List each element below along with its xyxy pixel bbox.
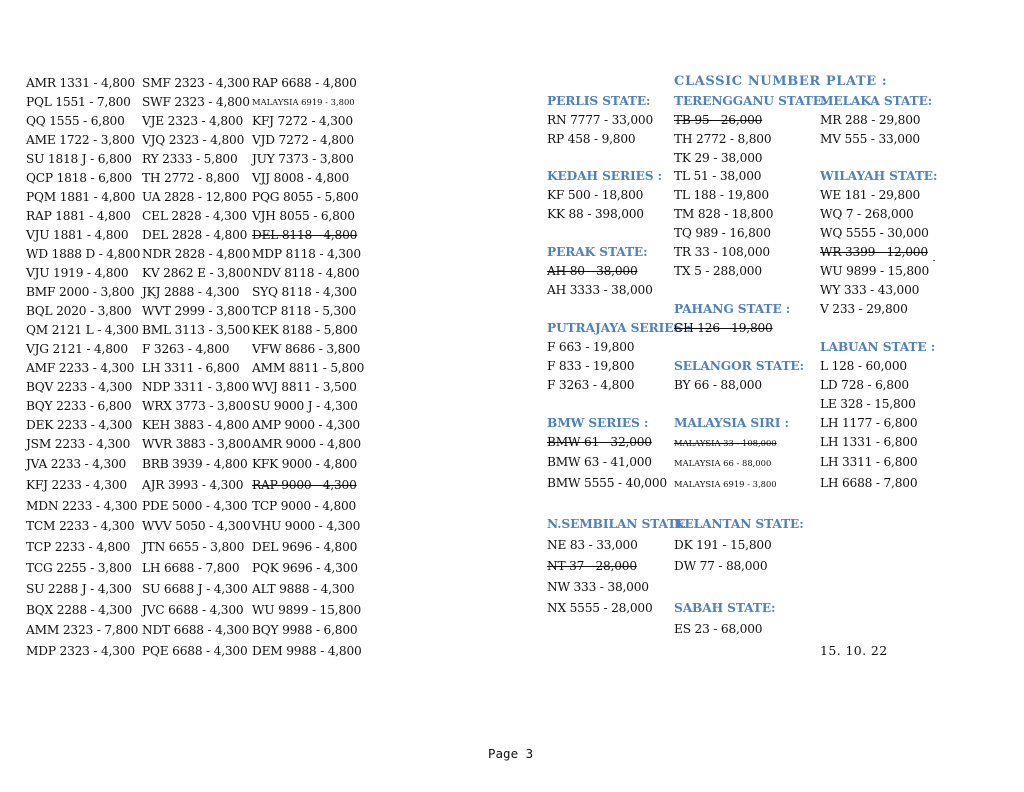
plate-item: MV 555 - 33,000 <box>820 132 920 146</box>
plate-price-row: SU 2288 J - 4,300 <box>26 581 132 596</box>
section-heading-wilayah: WILAYAH STATE: <box>820 169 938 183</box>
plate-price-row: F 3263 - 4,800 <box>142 342 230 356</box>
plate-item: RP 458 - 9,800 <box>547 132 636 146</box>
plate-price-row: DEL 2828 - 4,800 <box>142 228 248 242</box>
plate-item: F 3263 - 4,800 <box>547 378 635 392</box>
plate-item-sold: BMW 61 - 32,000 <box>547 435 652 449</box>
plate-item: TX 5 - 288,000 <box>674 264 762 278</box>
plate-item: TL 188 - 19,800 <box>674 188 769 202</box>
plate-item: AH 3333 - 38,000 <box>547 283 653 297</box>
plate-item: TM 828 - 18,800 <box>674 207 774 221</box>
plate-item: LH 6688 - 7,800 <box>820 476 918 490</box>
plate-price-row: SYQ 8118 - 4,300 <box>252 285 357 299</box>
plate-price-row: JKJ 2888 - 4,300 <box>142 285 240 299</box>
plate-item: MALAYSIA 66 - 88,000 <box>674 458 772 468</box>
plate-price-row: SMF 2323 - 4,300 <box>142 76 250 90</box>
section-heading-nsembilan: N.SEMBILAN STATE: <box>547 517 690 531</box>
plate-price-row: KV 2862 E - 3,800 <box>142 266 251 280</box>
plate-price-row: WVR 3883 - 3,800 <box>142 437 251 451</box>
section-heading-melaka: MELAKA STATE: <box>820 94 933 108</box>
plate-price-row: AMM 2323 - 7,800 <box>26 623 139 638</box>
plate-item: TL 51 - 38,000 <box>674 169 762 183</box>
price-column-3 <box>252 74 364 662</box>
page-number: Page 3 <box>488 746 534 761</box>
section-heading-kedah: KEDAH SERIES : <box>547 169 663 183</box>
plate-item: V 233 - 29,800 <box>820 302 908 316</box>
plate-price-row: PDE 5000 - 4,300 <box>142 498 248 513</box>
plate-item-sold: NT 37 - 28,000 <box>547 559 637 573</box>
section-heading-perlis: PERLIS STATE: <box>547 94 651 108</box>
plate-price-row: BMF 2000 - 3,800 <box>26 285 135 299</box>
plate-price-row: BQY 9988 - 6,800 <box>252 623 358 638</box>
plate-item: DK 191 - 15,800 <box>674 538 772 552</box>
plate-price-row: WRX 3773 - 3,800 <box>142 399 251 413</box>
plate-item: WE 181 - 29,800 <box>820 188 921 202</box>
plate-price-row: WVJ 8811 - 3,500 <box>252 380 357 394</box>
plate-item: LH 1177 - 6,800 <box>820 416 918 430</box>
plate-price-row: QCP 1818 - 6,800 <box>26 171 132 185</box>
plate-price-row: JVC 6688 - 4,300 <box>142 602 244 617</box>
plate-item: LH 3311 - 6,800 <box>820 455 918 469</box>
plate-price-row: LH 6688 - 7,800 <box>142 560 240 575</box>
plate-price-row: AJR 3993 - 4,300 <box>142 477 244 492</box>
plate-price-row: SWF 2323 - 4,800 <box>142 95 250 109</box>
plate-price-row-sold: DEL 8118 - 4,800 <box>252 228 358 242</box>
plate-item: MALAYSIA 6919 - 3,800 <box>674 479 777 489</box>
plate-price-row: QQ 1555 - 6,800 <box>26 114 125 128</box>
plate-price-row: CEL 2828 - 4,300 <box>142 209 247 223</box>
plate-price-row: VJH 8055 - 6,800 <box>252 209 355 223</box>
plate-item: BMW 63 - 41,000 <box>547 455 652 469</box>
section-heading-malaysia-siri: MALAYSIA SIRI : <box>674 416 789 430</box>
plate-price-row: AMR 1331 - 4,800 <box>26 76 135 90</box>
plate-price-row: WD 1888 D - 4,800 <box>26 247 141 261</box>
plate-price-row: VJQ 2323 - 4,800 <box>142 133 245 147</box>
plate-price-row: JUY 7373 - 3,800 <box>252 152 354 166</box>
plate-price-row: AMP 9000 - 4,300 <box>252 418 360 432</box>
plate-item: WQ 5555 - 30,000 <box>820 226 929 240</box>
plate-price-row: AMR 9000 - 4,800 <box>252 437 361 451</box>
plate-price-row: MDP 8118 - 4,300 <box>252 247 361 261</box>
plate-price-row: BML 3113 - 3,500 <box>142 323 250 337</box>
plate-price-row: VFW 8686 - 3,800 <box>252 342 361 356</box>
plate-item: TH 2772 - 8,800 <box>674 132 772 146</box>
plate-price-row: AMM 8811 - 5,800 <box>252 361 365 375</box>
plate-item: LE 328 - 15,800 <box>820 397 916 411</box>
plate-price-row: WU 9899 - 15,800 <box>252 602 361 617</box>
plate-price-row: ALT 9888 - 4,300 <box>252 581 355 596</box>
plate-price-row: RAP 6688 - 4,800 <box>252 76 357 90</box>
plate-price-row: AME 1722 - 3,800 <box>26 133 135 147</box>
plate-price-row: NDR 2828 - 4,800 <box>142 247 251 261</box>
plate-item: BMW 5555 - 40,000 <box>547 476 667 490</box>
plate-item: LD 728 - 6,800 <box>820 378 909 392</box>
stray-mark <box>933 260 935 261</box>
plate-item-sold: MALAYSIA 33 - 108,000 <box>674 438 777 448</box>
plate-item: F 833 - 19,800 <box>547 359 635 373</box>
plate-price-row: BQY 2233 - 6,800 <box>26 399 132 413</box>
plate-price-row: AMF 2233 - 4,300 <box>26 361 135 375</box>
plate-price-row: JTN 6655 - 3,800 <box>142 540 245 555</box>
plate-price-row: JSM 2233 - 4,300 <box>26 437 131 451</box>
section-heading-sabah: SABAH STATE: <box>674 601 776 615</box>
plate-price-row: LH 3311 - 6,800 <box>142 361 240 375</box>
plate-item-sold: WR 3399 - 12,000 <box>820 245 928 259</box>
plate-item: BY 66 - 88,000 <box>674 378 762 392</box>
plate-price-row: DEL 9696 - 4,800 <box>252 540 358 555</box>
plate-price-row-sold: RAP 9000 - 4,300 <box>252 477 357 492</box>
plate-price-row: SU 9000 J - 4,300 <box>252 399 358 413</box>
plate-item: KK 88 - 398,000 <box>547 207 644 221</box>
plate-item: TQ 989 - 16,800 <box>674 226 771 240</box>
section-heading-labuan: LABUAN STATE : <box>820 340 936 354</box>
plate-price-row: VJU 1919 - 4,800 <box>26 266 129 280</box>
document-date: 15. 10. 22 <box>820 643 888 658</box>
plate-item: RN 7777 - 33,000 <box>547 113 654 127</box>
plate-item-sold: AH 80 - 38,000 <box>547 264 638 278</box>
section-heading-bmw: BMW SERIES : <box>547 416 649 430</box>
plate-item: L 128 - 60,000 <box>820 359 907 373</box>
section-heading-selangor: SELANGOR STATE: <box>674 359 805 373</box>
plate-price-row: VJJ 8008 - 4,800 <box>252 171 350 185</box>
plate-price-row: BRB 3939 - 4,800 <box>142 457 248 471</box>
plate-item: NE 83 - 33,000 <box>547 538 638 552</box>
plate-item: MR 288 - 29,800 <box>820 113 921 127</box>
plate-price-row: SU 1818 J - 6,800 <box>26 152 132 166</box>
plate-price-row: TCP 2233 - 4,800 <box>26 540 131 555</box>
plate-price-row: MALAYSIA 6919 - 3,800 <box>252 97 355 107</box>
plate-price-row: MDP 2323 - 4,300 <box>26 644 135 659</box>
plate-price-row: PQE 6688 - 4,300 <box>142 644 248 659</box>
plate-price-row: JVA 2233 - 4,300 <box>26 457 127 471</box>
plate-item-sold: TB 95 - 26,000 <box>674 113 763 127</box>
plate-price-row: VJU 1881 - 4,800 <box>26 228 129 242</box>
plate-price-row: BQX 2288 - 4,300 <box>26 602 133 617</box>
plate-price-row: VJD 7272 - 4,800 <box>252 133 354 147</box>
plate-item: WY 333 - 43,000 <box>820 283 920 297</box>
section-heading-terengganu: TERENGGANU STATE: <box>674 94 827 108</box>
plate-item: WU 9899 - 15,800 <box>820 264 929 278</box>
plate-price-row: DEK 2233 - 4,300 <box>26 418 133 432</box>
plate-item: ES 23 - 68,000 <box>674 622 763 636</box>
plate-item: NW 333 - 38,000 <box>547 580 649 594</box>
plate-price-row: KFJ 7272 - 4,300 <box>252 114 353 128</box>
plate-price-row: QM 2121 L - 4,300 <box>26 323 139 337</box>
price-column-2 <box>142 74 251 662</box>
plate-price-row: TCP 8118 - 5,300 <box>252 304 357 318</box>
classic-plate-title: CLASSIC NUMBER PLATE : <box>674 74 888 89</box>
plate-price-row: WVV 5050 - 4,300 <box>142 519 251 534</box>
plate-price-row: NDT 6688 - 4,300 <box>142 623 250 638</box>
plate-price-row: VJE 2323 - 4,800 <box>142 114 244 128</box>
plate-price-row: RAP 1881 - 4,800 <box>26 209 131 223</box>
plate-price-row: MDN 2233 - 4,300 <box>26 498 138 513</box>
plate-price-row: NDV 8118 - 4,800 <box>252 266 360 280</box>
section-heading-kelantan: KELANTAN STATE: <box>674 517 804 531</box>
plate-item: TR 33 - 108,000 <box>674 245 770 259</box>
plate-price-row: BQL 2020 - 3,800 <box>26 304 132 318</box>
section-heading-perak: PERAK STATE: <box>547 245 648 259</box>
plate-price-row: KFJ 2233 - 4,300 <box>26 477 127 492</box>
plate-price-row: DEM 9988 - 4,800 <box>252 644 362 659</box>
plate-price-row: TCM 2233 - 4,300 <box>26 519 135 534</box>
plate-item: WQ 7 - 268,000 <box>820 207 914 221</box>
plate-price-row: VHU 9000 - 4,300 <box>252 519 361 534</box>
plate-price-row: NDP 3311 - 3,800 <box>142 380 250 394</box>
plate-item: F 663 - 19,800 <box>547 340 635 354</box>
plate-item-sold: CH 126 - 19,800 <box>674 321 773 335</box>
plate-price-row: KFK 9000 - 4,800 <box>252 457 358 471</box>
section-heading-pahang: PAHANG STATE : <box>674 302 791 316</box>
plate-item: LH 1331 - 6,800 <box>820 435 918 449</box>
section-heading-putrajaya: PUTRAJAYA SERIES : <box>547 321 691 335</box>
plate-item: TK 29 - 38,000 <box>674 151 763 165</box>
plate-price-row: UA 2828 - 12,800 <box>142 190 247 204</box>
price-column-1 <box>26 74 140 662</box>
plate-price-row: VJG 2121 - 4,800 <box>26 342 128 356</box>
plate-price-row: PQL 1551 - 7,800 <box>26 95 131 109</box>
plate-price-row: PQK 9696 - 4,300 <box>252 560 358 575</box>
plate-price-row: RY 2333 - 5,800 <box>142 152 238 166</box>
plate-price-row: KEK 8188 - 5,800 <box>252 323 358 337</box>
plate-price-row: TH 2772 - 8,800 <box>142 171 240 185</box>
plate-item: NX 5555 - 28,000 <box>547 601 653 615</box>
plate-price-row: TCP 9000 - 4,800 <box>252 498 357 513</box>
plate-price-row: BQV 2233 - 4,300 <box>26 380 133 394</box>
plate-price-row: SU 6688 J - 4,300 <box>142 581 248 596</box>
plate-item: DW 77 - 88,000 <box>674 559 768 573</box>
plate-price-row: KEH 3883 - 4,800 <box>142 418 250 432</box>
plate-price-row: TCG 2255 - 3,800 <box>26 560 132 575</box>
plate-price-row: PQM 1881 - 4,800 <box>26 190 136 204</box>
plate-item: KF 500 - 18,800 <box>547 188 644 202</box>
plate-price-row: PQG 8055 - 5,800 <box>252 190 359 204</box>
plate-price-row: WVT 2999 - 3,800 <box>142 304 250 318</box>
